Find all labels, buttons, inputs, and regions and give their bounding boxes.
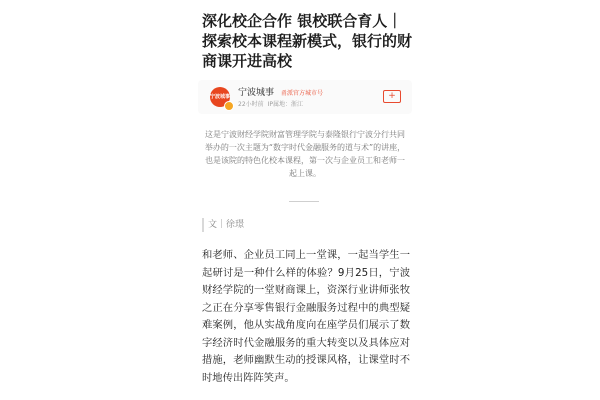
avatar[interactable]: 宁波城事 (210, 87, 230, 107)
author-meta (238, 101, 303, 109)
article-column (192, 0, 418, 400)
follow-button[interactable] (383, 90, 401, 103)
author-card[interactable] (198, 80, 412, 114)
ip-location: IP属地：浙江 (267, 101, 304, 108)
verified-icon (224, 101, 234, 111)
article-summary: 这是宁波财经学院财富管理学院与泰隆银行宁波分行共同举办的一次主题为“数字时代金融服务的道与术”的讲座，也是该院的特色化校本课程，第一次与企业员工和老师一起上课。 (204, 130, 406, 178)
publish-time: 22小时前 (238, 101, 264, 108)
article-body: 和老师、企业员工同上一堂课，一起当学生一起研讨是一种什么样的体验？9月25日，宁波财经学院的一堂财商课上，资深行业讲师张牧之正在分享零售银行金融服务过程中的典型疑难案例，他从实战角度向在座学员们展示了数字经济时代金融服务的重大转变以及具体应对措施，老师幽默生动的授课风格，让课堂时不时地传出阵阵笑声。 (202, 249, 410, 384)
article-title: 深化校企合作 银校联合育人｜探索校本课程新模式，银行的财商课开进高校 (202, 12, 413, 70)
byline: 文｜徐璟 (202, 218, 244, 232)
author-name[interactable]: 宁波城事 (238, 88, 275, 98)
divider (289, 201, 319, 202)
plus-icon: + (388, 91, 396, 101)
author-badge: 甬派官方城市号 (281, 90, 324, 97)
